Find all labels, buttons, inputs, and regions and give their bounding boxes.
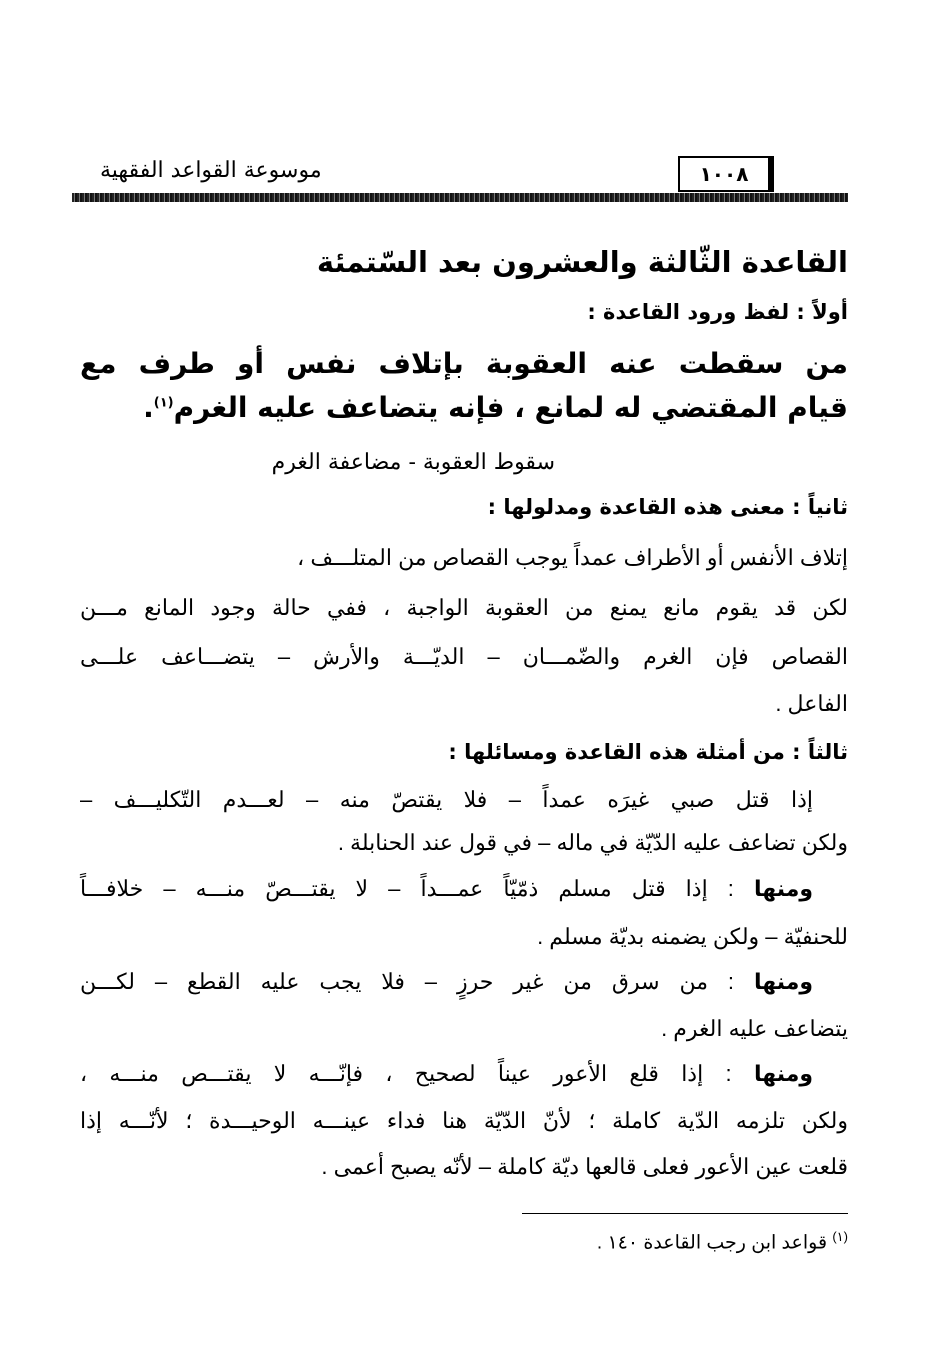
footnote-mark: (١) bbox=[832, 1229, 848, 1244]
section2-line1: إتلاف الأنفس أو الأطراف عمداً يوجب القصاص من المتلـــف ، bbox=[297, 545, 848, 570]
example3-line1 bbox=[80, 971, 813, 994]
section2-line3: القصاص فإن الغرم والضّمـــان – الديّـــة والأرش – يتضـــاعف علـــى bbox=[80, 644, 848, 669]
example2-line2: للحنفيّة – ولكن يضمنه بديّة مسلم . bbox=[537, 924, 848, 949]
rule-text-line2: قيام المقتضي له لمانع ، فإنه يتضاعف عليه الغرم$^{(١)}$. bbox=[143, 391, 848, 424]
section2-line4: الفاعل . bbox=[775, 691, 848, 716]
section1-title: أولاً : لفظ ورود القاعدة : bbox=[587, 300, 848, 324]
header-rule bbox=[72, 193, 848, 202]
example1-line2: ولكن تضاعف عليه الدّيّة في ماله – في قول عند الحنابلة . bbox=[337, 830, 848, 855]
example4-body1: : إذا قلع الأعور عيناً لصحيح ، فإنّـــه لا يقتـــص منـــه ، bbox=[80, 1061, 754, 1086]
example3-line2: يتضاعف عليه الغرم . bbox=[661, 1016, 848, 1041]
section3-title: ثالثاً : من أمثلة هذه القاعدة ومسائلها : bbox=[448, 740, 848, 764]
page-number-box bbox=[678, 156, 774, 192]
example2-line1 bbox=[80, 878, 813, 901]
rule-heading: القاعدة الثّالثة والعشرون بعد السّتمئة bbox=[316, 245, 848, 279]
footnote-separator bbox=[522, 1213, 848, 1214]
footnote-text: قواعد ابن رجب القاعدة ١٤٠ . bbox=[596, 1232, 828, 1254]
keywords: سقوط العقوبة - مضاعفة الغرم bbox=[271, 450, 555, 475]
book-title: موسوعة القواعد الفقهية bbox=[100, 158, 322, 183]
section2-line2: لكن قد يقوم مانع يمنع من العقوبة الواجبة ، ففي حالة وجود المانع مـــن bbox=[80, 595, 848, 620]
page-number: ١٠٠٨ bbox=[699, 162, 749, 186]
rule-text-line2-body: قيام المقتضي له لمانع ، فإنه يتضاعف عليه الغرم bbox=[173, 391, 848, 424]
example4-lead: ومنها bbox=[753, 1062, 813, 1087]
footnote-ref[interactable]: (١) bbox=[153, 395, 174, 411]
example3-body1: : من سرق من غير حرزٍ – فلا يجب عليه القطع – لكـــن bbox=[80, 969, 754, 994]
example4-line1 bbox=[80, 1063, 813, 1086]
example4-line3: قلعت عين الأعور فعلى قالعها ديّة كاملة – لأنّه يصبح أعمى . bbox=[321, 1154, 848, 1179]
example2-body1: : إذا قتل مسلم ذمّيّاً عمـــداً – لا يقتـــصّ منـــه – خلافـــاً bbox=[80, 876, 754, 901]
example2-lead: ومنها bbox=[753, 877, 813, 902]
example4-line2: ولكن تلزمه الدّية كاملة ؛ لأنّ الدّيّة هنا فداء عينـــه الوحيـــدة ؛ لأنّـــه إذا bbox=[80, 1108, 849, 1133]
example3-lead: ومنها bbox=[753, 970, 813, 995]
section2-title: ثانياً : معنى هذه القاعدة ومدلولها : bbox=[487, 495, 848, 519]
rule-text-line1: من سقطت عنه العقوبة بإتلاف نفس أو طرف مع bbox=[80, 347, 848, 380]
footnote bbox=[597, 1230, 848, 1252]
example1-line1: إذا قتل صبي غيرَه عمداً – فلا يقتصّ منه – لعـــدم التّكليـــف – bbox=[80, 787, 813, 812]
